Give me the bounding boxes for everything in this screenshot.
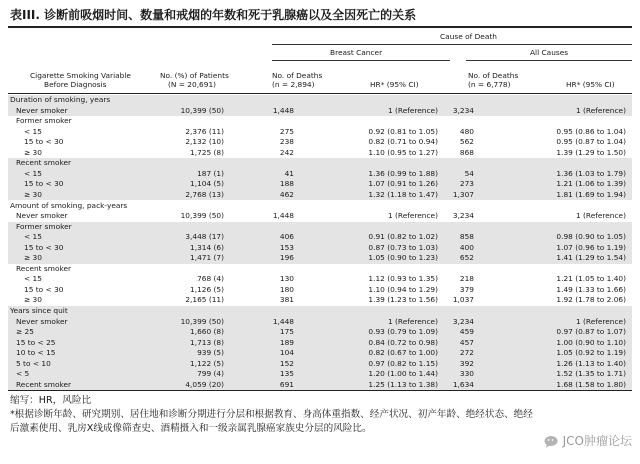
bc-deaths-cell: 238: [279, 137, 294, 147]
table-row: [8, 317, 632, 328]
bc-deaths-cell: 196: [279, 253, 294, 263]
header-all-deaths-line2: (n = 6,778): [468, 80, 511, 89]
all-deaths-cell: 330: [459, 369, 474, 379]
footnote-adjustment-line2: 后激素使用、乳房X线成像筛查史、酒精摄入和一级亲属乳腺癌家族史分层的风险比。: [10, 423, 372, 434]
header-bc-deaths-line2: (n = 2,894): [272, 80, 315, 89]
row-label: ≥ 30: [24, 189, 42, 199]
all-deaths-cell: 652: [459, 253, 474, 263]
row-label: Never smoker: [16, 211, 68, 221]
table-row: [8, 274, 632, 285]
table-bottom-rule: [8, 390, 632, 391]
bc-deaths-cell: 242: [279, 147, 294, 157]
all-deaths-cell: 392: [459, 358, 474, 368]
row-label: Recent smoker: [16, 379, 72, 389]
patients-cell: 10,399 (50): [180, 316, 224, 326]
all-hr-cell: 0.95 (0.86 to 1.04): [556, 126, 626, 136]
row-label: 5 to < 10: [16, 358, 51, 368]
all-deaths-cell: 54: [464, 168, 474, 178]
header-patients-line2: (N = 20,691): [168, 80, 217, 89]
patients-cell: 939 (5): [197, 348, 224, 358]
table-row: [8, 127, 632, 138]
patients-cell: 187 (1): [197, 168, 224, 178]
all-deaths-cell: 272: [459, 348, 474, 358]
table-row: [8, 264, 632, 275]
bc-hr-cell: 1.07 (0.91 to 1.26): [368, 179, 438, 189]
bc-deaths-cell: 104: [279, 348, 294, 358]
row-label: 15 to < 30: [24, 179, 64, 189]
header-variable-line1: Cigarette Smoking Variable: [30, 71, 131, 80]
row-label: Former smoker: [16, 221, 72, 231]
table-row: [8, 380, 632, 391]
all-hr-cell: 1.21 (1.06 to 1.39): [556, 179, 626, 189]
patients-cell: 2,376 (11): [185, 126, 224, 136]
row-label: 15 to < 25: [16, 337, 56, 347]
table-title: 表III. 诊断前吸烟时间、数量和戒烟的年数和死于乳腺癌以及全因死亡的关系: [10, 8, 417, 22]
patients-cell: 1,471 (7): [190, 253, 224, 263]
all-deaths-cell: 457: [459, 337, 474, 347]
row-label: < 15: [24, 168, 42, 178]
all-hr-cell: 1.81 (1.69 to 1.94): [556, 189, 626, 199]
bc-hr-cell: 1.39 (1.23 to 1.56): [368, 295, 438, 305]
all-deaths-cell: 273: [459, 179, 474, 189]
table-row: [8, 295, 632, 306]
row-label: Recent smoker: [16, 263, 72, 273]
all-deaths-cell: 480: [459, 126, 474, 136]
all-deaths-cell: 218: [459, 274, 474, 284]
bc-deaths-cell: 180: [279, 284, 294, 294]
bc-hr-cell: 0.92 (0.81 to 1.05): [368, 126, 438, 136]
footnote-abbreviation: 缩写：HR，风险比: [10, 395, 92, 406]
header-breast-cancer: Breast Cancer: [330, 48, 383, 57]
bc-hr-cell: 0.82 (0.71 to 0.94): [368, 137, 438, 147]
bc-hr-cell: 0.82 (0.67 to 1.00): [368, 348, 438, 358]
row-label: Duration of smoking, years: [10, 95, 111, 104]
bc-deaths-cell: 1,448: [272, 316, 294, 326]
table-row: [8, 327, 632, 338]
patients-cell: 1,660 (8): [190, 327, 224, 337]
all-hr-cell: 1.05 (0.92 to 1.19): [556, 348, 626, 358]
chat-bubble-icon: [544, 435, 560, 449]
all-deaths-cell: 3,234: [452, 316, 474, 326]
header-all-deaths-line1: No. of Deaths: [468, 71, 519, 80]
row-label: ≥ 30: [24, 295, 42, 305]
row-label: ≥ 25: [16, 327, 34, 337]
all-deaths-cell: 3,234: [452, 211, 474, 221]
bc-hr-cell: 1.05 (0.90 to 1.23): [368, 253, 438, 263]
all-deaths-cell: 1,037: [452, 295, 474, 305]
header-all-causes: All Causes: [530, 48, 569, 57]
bc-hr-cell: 1 (Reference): [387, 211, 438, 221]
row-label: 10 to < 15: [16, 348, 56, 358]
table-row: [8, 306, 632, 317]
all-hr-cell: 1.68 (1.58 to 1.80): [556, 379, 626, 389]
header-bottom-rule: [8, 93, 632, 94]
bc-deaths-cell: 691: [279, 379, 294, 389]
bc-hr-cell: 1.10 (0.95 to 1.27): [368, 147, 438, 157]
all-hr-cell: 1.39 (1.29 to 1.50): [556, 147, 626, 157]
patients-cell: 1,104 (5): [190, 179, 224, 189]
table-row: [8, 95, 632, 106]
table-row: [8, 359, 632, 370]
table-row: [8, 169, 632, 180]
table-row: [8, 285, 632, 296]
patients-cell: 2,768 (13): [185, 189, 224, 199]
all-deaths-cell: 379: [459, 284, 474, 294]
all-deaths-cell: 400: [459, 242, 474, 252]
bc-hr-cell: 1.25 (1.13 to 1.38): [368, 379, 438, 389]
row-label: ≥ 30: [24, 147, 42, 157]
top-rule: [8, 26, 632, 28]
all-hr-cell: 0.97 (0.87 to 1.07): [556, 327, 626, 337]
table-row: [8, 243, 632, 254]
row-label: ≥ 30: [24, 253, 42, 263]
row-label: Never smoker: [16, 316, 68, 326]
patients-cell: 799 (4): [197, 369, 224, 379]
table-row: [8, 222, 632, 233]
all-hr-cell: 1.92 (1.78 to 2.06): [556, 295, 626, 305]
patients-cell: 10,399 (50): [180, 211, 224, 221]
row-label: 15 to < 30: [24, 242, 64, 252]
bc-hr-cell: 0.97 (0.82 to 1.15): [368, 358, 438, 368]
all-deaths-cell: 1,634: [452, 379, 474, 389]
all-hr-cell: 0.98 (0.90 to 1.05): [556, 232, 626, 242]
bc-hr-cell: 1.36 (0.99 to 1.88): [368, 168, 438, 178]
bc-hr-cell: 1 (Reference): [387, 316, 438, 326]
row-label: Recent smoker: [16, 158, 72, 168]
patients-cell: 2,132 (10): [185, 137, 224, 147]
patients-cell: 1,314 (6): [190, 242, 224, 252]
header-rule-all: [466, 60, 632, 61]
bc-deaths-cell: 275: [279, 126, 294, 136]
table-row: [8, 369, 632, 380]
bc-deaths-cell: 188: [279, 179, 294, 189]
header-rule-breast: [272, 60, 450, 61]
row-label: Never smoker: [16, 105, 68, 115]
table-row: [8, 348, 632, 359]
header-bc-hr: HR* (95% CI): [370, 80, 419, 89]
bc-deaths-cell: 1,448: [272, 105, 294, 115]
patients-cell: 3,448 (17): [185, 232, 224, 242]
table-row: [8, 338, 632, 349]
table-row: [8, 106, 632, 117]
patients-cell: 768 (4): [197, 274, 224, 284]
all-hr-cell: 1 (Reference): [575, 316, 626, 326]
table-row: [8, 116, 632, 127]
all-hr-cell: 1.52 (1.35 to 1.71): [556, 369, 626, 379]
table-row: [8, 253, 632, 264]
bc-deaths-cell: 381: [279, 295, 294, 305]
table-row: [8, 190, 632, 201]
bc-hr-cell: 1.12 (0.93 to 1.35): [368, 274, 438, 284]
bc-deaths-cell: 152: [279, 358, 294, 368]
patients-cell: 1,725 (8): [190, 147, 224, 157]
bc-deaths-cell: 462: [279, 189, 294, 199]
bc-deaths-cell: 153: [279, 242, 294, 252]
header-rule-cause: [272, 44, 632, 45]
table-row: [8, 179, 632, 190]
row-label: < 15: [24, 126, 42, 136]
bc-hr-cell: 0.87 (0.73 to 1.03): [368, 242, 438, 252]
bc-deaths-cell: 175: [279, 327, 294, 337]
bc-hr-cell: 0.93 (0.79 to 1.09): [368, 327, 438, 337]
patients-cell: 1,126 (5): [190, 284, 224, 294]
bc-hr-cell: 1.10 (0.94 to 1.29): [368, 284, 438, 294]
row-label: Years since quit: [10, 306, 68, 315]
all-hr-cell: 0.95 (0.87 to 1.04): [556, 137, 626, 147]
bc-hr-cell: 1 (Reference): [387, 105, 438, 115]
patients-cell: 10,399 (50): [180, 105, 224, 115]
bc-hr-cell: 0.84 (0.72 to 0.98): [368, 337, 438, 347]
header-all-hr: HR* (95% CI): [566, 80, 615, 89]
all-hr-cell: 1.49 (1.33 to 1.66): [556, 284, 626, 294]
row-label: 15 to < 30: [24, 137, 64, 147]
header-variable-line2: Before Diagnosis: [44, 80, 107, 89]
table-row: [8, 158, 632, 169]
all-deaths-cell: 562: [459, 137, 474, 147]
all-deaths-cell: 3,234: [452, 105, 474, 115]
bc-deaths-cell: 41: [284, 168, 294, 178]
bc-hr-cell: 0.91 (0.82 to 1.02): [368, 232, 438, 242]
row-label: < 15: [24, 232, 42, 242]
footnote-adjustment-line1: *根据诊断年龄、研究期别、居住地和诊断分期进行分层和根据教育、身高体重指数、经产状况、初产年龄、绝经状态、绝经: [10, 409, 533, 420]
all-hr-cell: 1 (Reference): [575, 105, 626, 115]
row-label: Amount of smoking, pack-years: [10, 200, 128, 210]
watermark-text: JCO肿瘤论坛: [562, 434, 632, 448]
bc-deaths-cell: 189: [279, 337, 294, 347]
all-deaths-cell: 1,307: [452, 189, 474, 199]
bc-deaths-cell: 130: [279, 274, 294, 284]
bc-deaths-cell: 406: [279, 232, 294, 242]
header-patients-line1: No. (%) of Patients: [160, 71, 229, 80]
bc-deaths-cell: 135: [279, 369, 294, 379]
table-row: [8, 232, 632, 243]
all-hr-cell: 1.26 (1.13 to 1.40): [556, 358, 626, 368]
header-cause-of-death: Cause of Death: [440, 32, 497, 41]
all-deaths-cell: 459: [459, 327, 474, 337]
patients-cell: 4,059 (20): [185, 379, 224, 389]
all-deaths-cell: 858: [459, 232, 474, 242]
header-bc-deaths-line1: No. of Deaths: [272, 71, 323, 80]
row-label: 15 to < 30: [24, 284, 64, 294]
row-label: < 15: [24, 274, 42, 284]
patients-cell: 1,713 (8): [190, 337, 224, 347]
table-row: [8, 137, 632, 148]
all-hr-cell: 1.07 (0.96 to 1.19): [556, 242, 626, 252]
bc-hr-cell: 1.20 (1.00 to 1.44): [368, 369, 438, 379]
row-label: Former smoker: [16, 116, 72, 126]
table-row: [8, 211, 632, 222]
patients-cell: 1,122 (5): [190, 358, 224, 368]
table-row: [8, 201, 632, 212]
table-row: [8, 148, 632, 159]
bc-hr-cell: 1.32 (1.18 to 1.47): [368, 189, 438, 199]
row-label: < 5: [16, 369, 30, 379]
watermark: [544, 432, 632, 449]
bc-deaths-cell: 1,448: [272, 211, 294, 221]
all-hr-cell: 1.36 (1.03 to 1.79): [556, 168, 626, 178]
all-hr-cell: 1.21 (1.05 to 1.40): [556, 274, 626, 284]
all-deaths-cell: 868: [459, 147, 474, 157]
patients-cell: 2,165 (11): [185, 295, 224, 305]
all-hr-cell: 1 (Reference): [575, 211, 626, 221]
all-hr-cell: 1.00 (0.90 to 1.10): [556, 337, 626, 347]
all-hr-cell: 1.41 (1.29 to 1.54): [556, 253, 626, 263]
